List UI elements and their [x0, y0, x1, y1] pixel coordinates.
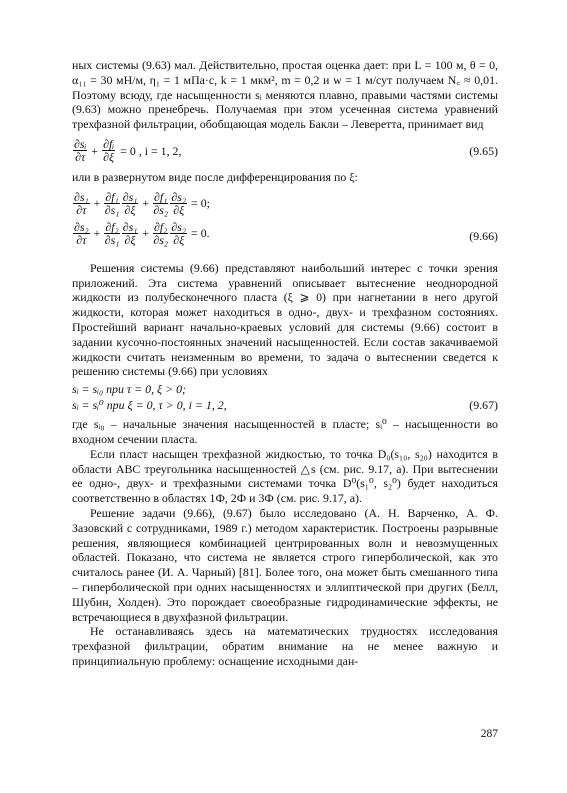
paragraph-text: Не останавливаясь здесь на математических трудностях исследования трехфазной фильтрации, обратим внимание на не менее важную и принципиальную проблему: оснащение исходными дан-	[72, 624, 498, 668]
page-number: 287	[480, 728, 498, 740]
fraction: $\frac{\text{∂sᵢ}}{\partial\tau}$	[74, 137, 87, 165]
page-body	[72, 58, 498, 669]
fraction: $\frac{\text{∂fᵢ}}{\partial\xi}$	[103, 137, 115, 165]
equation-9-66: $\frac{\text{∂s₁}}{\partial\tau}$ + $\frac{\text{∂f₁}}{\text{∂s₁}}$ $\frac{\text{∂s₁}}{\partial\xi}$ + $\frac{\text{∂f₁}}{\text{∂s₂}}$ $\frac{\text{∂s₂}}{\partial\xi}$ = 0; $\frac{\text{∂s₂}}{\partial\tau}$ + $\frac{\text{∂f₂}}{\text{∂s₁}}$ $\frac{\text{∂s₁}}{\partial\xi}$ + $\frac{\text{∂f₂}}{\text{∂s₂}}$ $\frac{\text{∂s₂}}{\partial\xi}$ = 0. (9.66)	[74, 190, 498, 248]
paragraph-text: где sᵢ₀ – начальные значения насыщенностей в пласте; sᵢ⁰ – насыщенности во входном сечении пласта.	[72, 417, 498, 446]
paragraph-text: Если пласт насыщен трехфазной жидкостью, то точка D₀(s₁₀, s₂₀) находится в области ABC треугольника насыщенностей △s (см. рис. 9.17, а). При вытеснении ее одно-, двух- и трехфазными системами точка D⁰(s₁⁰, s₂⁰) будет находиться соответственно в областях 1Ф, 2Ф и 3Ф (см. рис. 9.17, а).	[72, 446, 498, 506]
paragraph-intro: ных системы (9.63) мал. Действительно, простая оценка дает: при L = 100 м, θ = 0, α₁₁ = 30 мН/м, η₁ = 1 мПа·с, k = 1 мкм², m = 0,2 и w = 1 м/сут получаем N꜀ ≈ 0,01. Поэтому всюду, где насыщенности sᵢ меняются плавно, правыми частями системы (9.63) можно пренебречь. Получаемая при этом усеченная система уравнений трехфазной фильтрации, обобщающая модель Бакли – Леверетта, принимает вид	[72, 58, 498, 132]
equation-9-65: $\frac{\text{∂sᵢ}}{\partial\tau}$ + $\frac{\text{∂fᵢ}}{\partial\xi}$ = 0 , i = 1, 2, (9.65)	[74, 137, 498, 165]
paragraph-text: Решения системы (9.66) представляют наибольший интерес с точки зрения приложений. Эта система уравнений описывает вытеснение неоднородной жидкости из полубесконечного пласта (ξ ⩾ 0) при нагнетании в него другой жидкости, которая может находиться в одно-, двух- и трехфазном состояниях. Простейший вариант начально-краевых условий для системы (9.66) состоит в задании кусочно-постоянных значений насыщенностей. Если состав закачиваемой жидкости считать неизменным во времени, то задача о вытеснении сведется к решению системы (9.66) при условиях	[72, 260, 498, 379]
equation-number: (9.67)	[469, 398, 498, 413]
equation-9-67: sᵢ = sᵢ₀ при τ = 0, ξ > 0; sᵢ = sᵢ⁰ при ξ = 0, τ > 0, i = 1, 2, (9.67)	[72, 382, 498, 413]
equation-number: (9.66)	[469, 228, 498, 243]
paragraph-text: или в развернутом виде после дифференцирования по ξ:	[72, 169, 358, 184]
equation-number: (9.65)	[469, 143, 498, 158]
paragraph-text: Решение задачи (9.66), (9.67) было исследовано (А. Н. Варченко, А. Ф. Зазовский с сотрудниками, 1989 г.) методом характеристик. Построены разрывные решения, являющиеся комбинацией центрированных волн и невозмущенных областей. Показано, что система не является строго гиперболической, как это считалось ранее (И. А. Чарный) [81]. Более того, она может быть смешанного типа – гиперболической при одних насыщенностях и эллиптической при других (Белл, Шубин, Холден). Это порождает своеобразные гидродинамические эффекты, не встречающиеся в двухфазной фильтрации.	[72, 505, 498, 624]
